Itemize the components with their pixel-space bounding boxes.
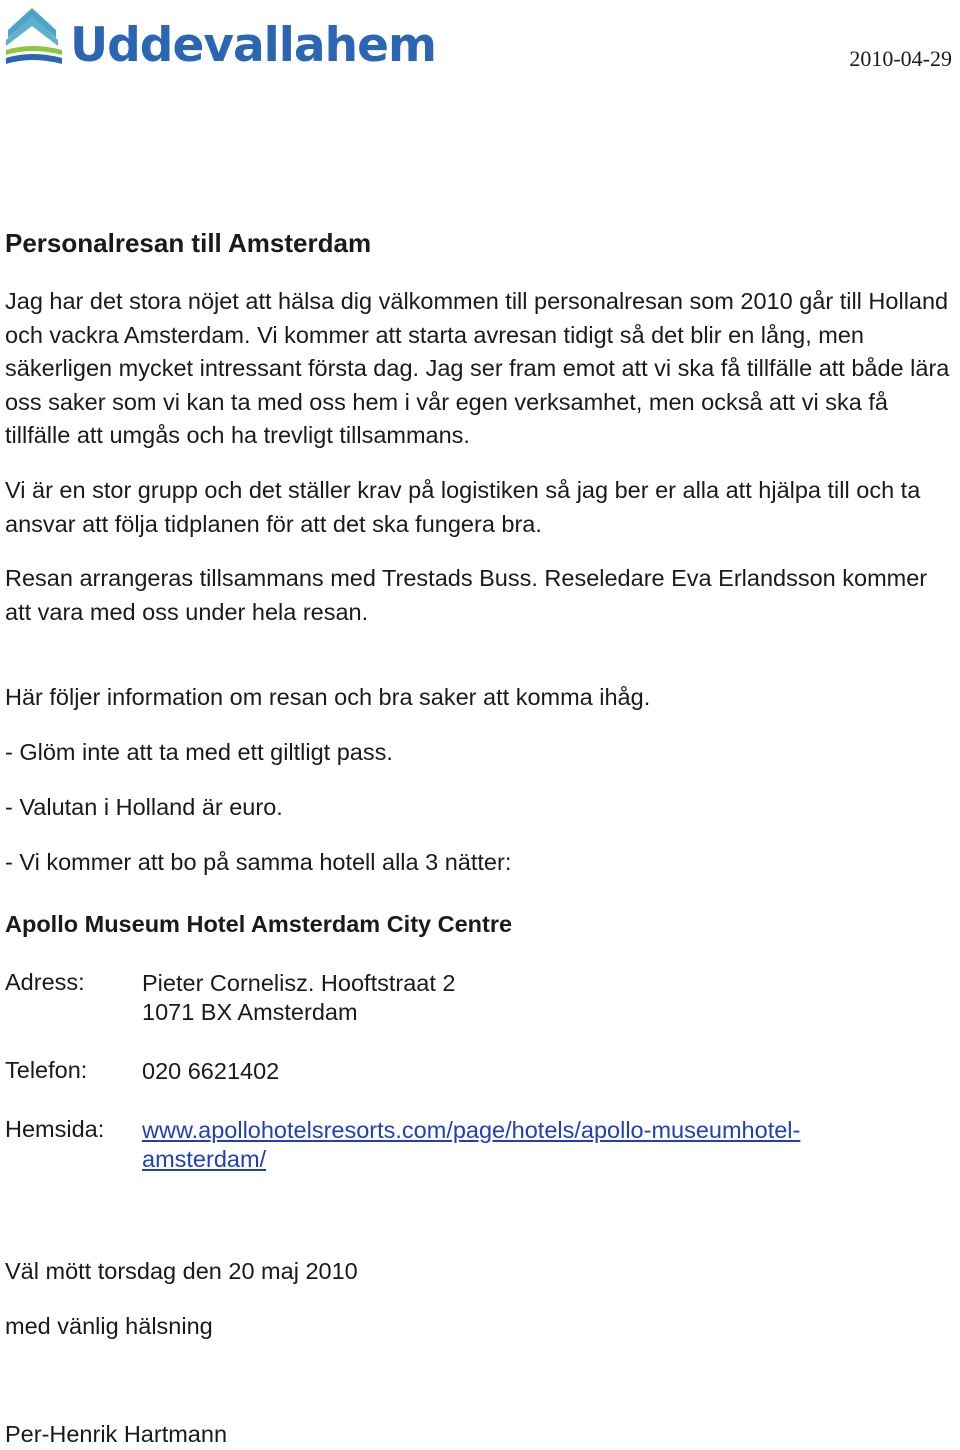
hotel-phone: 020 6621402 [142,1058,280,1084]
address-label: Adress: [5,969,85,995]
uddevallahem-logo [6,6,436,73]
address-street: Pieter Cornelisz. Hooftstraat 2 [142,970,456,996]
brand-name: Uddevallahem [70,18,436,73]
bullet-hotel-nights: - Vi kommer att bo på samma hotell alla 3 nätter: [5,849,512,875]
intro-paragraph: Jag har det stora nöjet att hälsa dig välkommen till personalresan som 2010 går till Holland och vackra Amsterdam. Vi kommer att starta avresan tidigt så det blir en lång, men säkerligen mycket intressant första dag. Jag ser fram emot att vi ska få tillfälle att både lära oss saker som vi kan ta med oss hem i vår egen verksamhet, men också att vi ska få tillfälle att umgås och ha trevligt tillsammans. [5,288,950,448]
letter-title: Personalresan till Amsterdam [5,228,372,258]
logistics-paragraph: Vi är en stor grupp och det ställer krav på logistiken så jag ber er alla att hjälpa till och ta ansvar att följa tidplanen för att det ska fungera bra. [5,477,921,537]
website-label: Hemsida: [5,1116,105,1142]
phone-label: Telefon: [5,1057,88,1083]
bullet-passport: - Glöm inte att ta med ett giltligt pass. [5,739,393,765]
info-intro: Här följer information om resan och bra saker att komma ihåg. [5,684,651,710]
address-postal: 1071 BX Amsterdam [142,999,358,1025]
house-roof-icon [6,6,68,70]
closing-greeting: med vänlig hälsning [5,1313,213,1339]
letter-date: 2010-04-29 [849,46,952,71]
hotel-name: Apollo Museum Hotel Amsterdam City Centre [5,911,513,937]
signature: Per-Henrik Hartmann [5,1421,228,1447]
hotel-website-link[interactable]: www.apollohotelsresorts.com/page/hotels/apollo-museumhotel-amsterdam/ [142,1117,801,1172]
hotel-address [142,969,455,1027]
bullet-currency: - Valutan i Holland är euro. [5,794,283,820]
meeting-date: Väl mött torsdag den 20 maj 2010 [5,1258,358,1284]
tour-guide-paragraph: Resan arrangeras tillsammans med Trestads Buss. Reseledare Eva Erlandsson kommer att vara med oss under hela resan. [5,565,928,625]
